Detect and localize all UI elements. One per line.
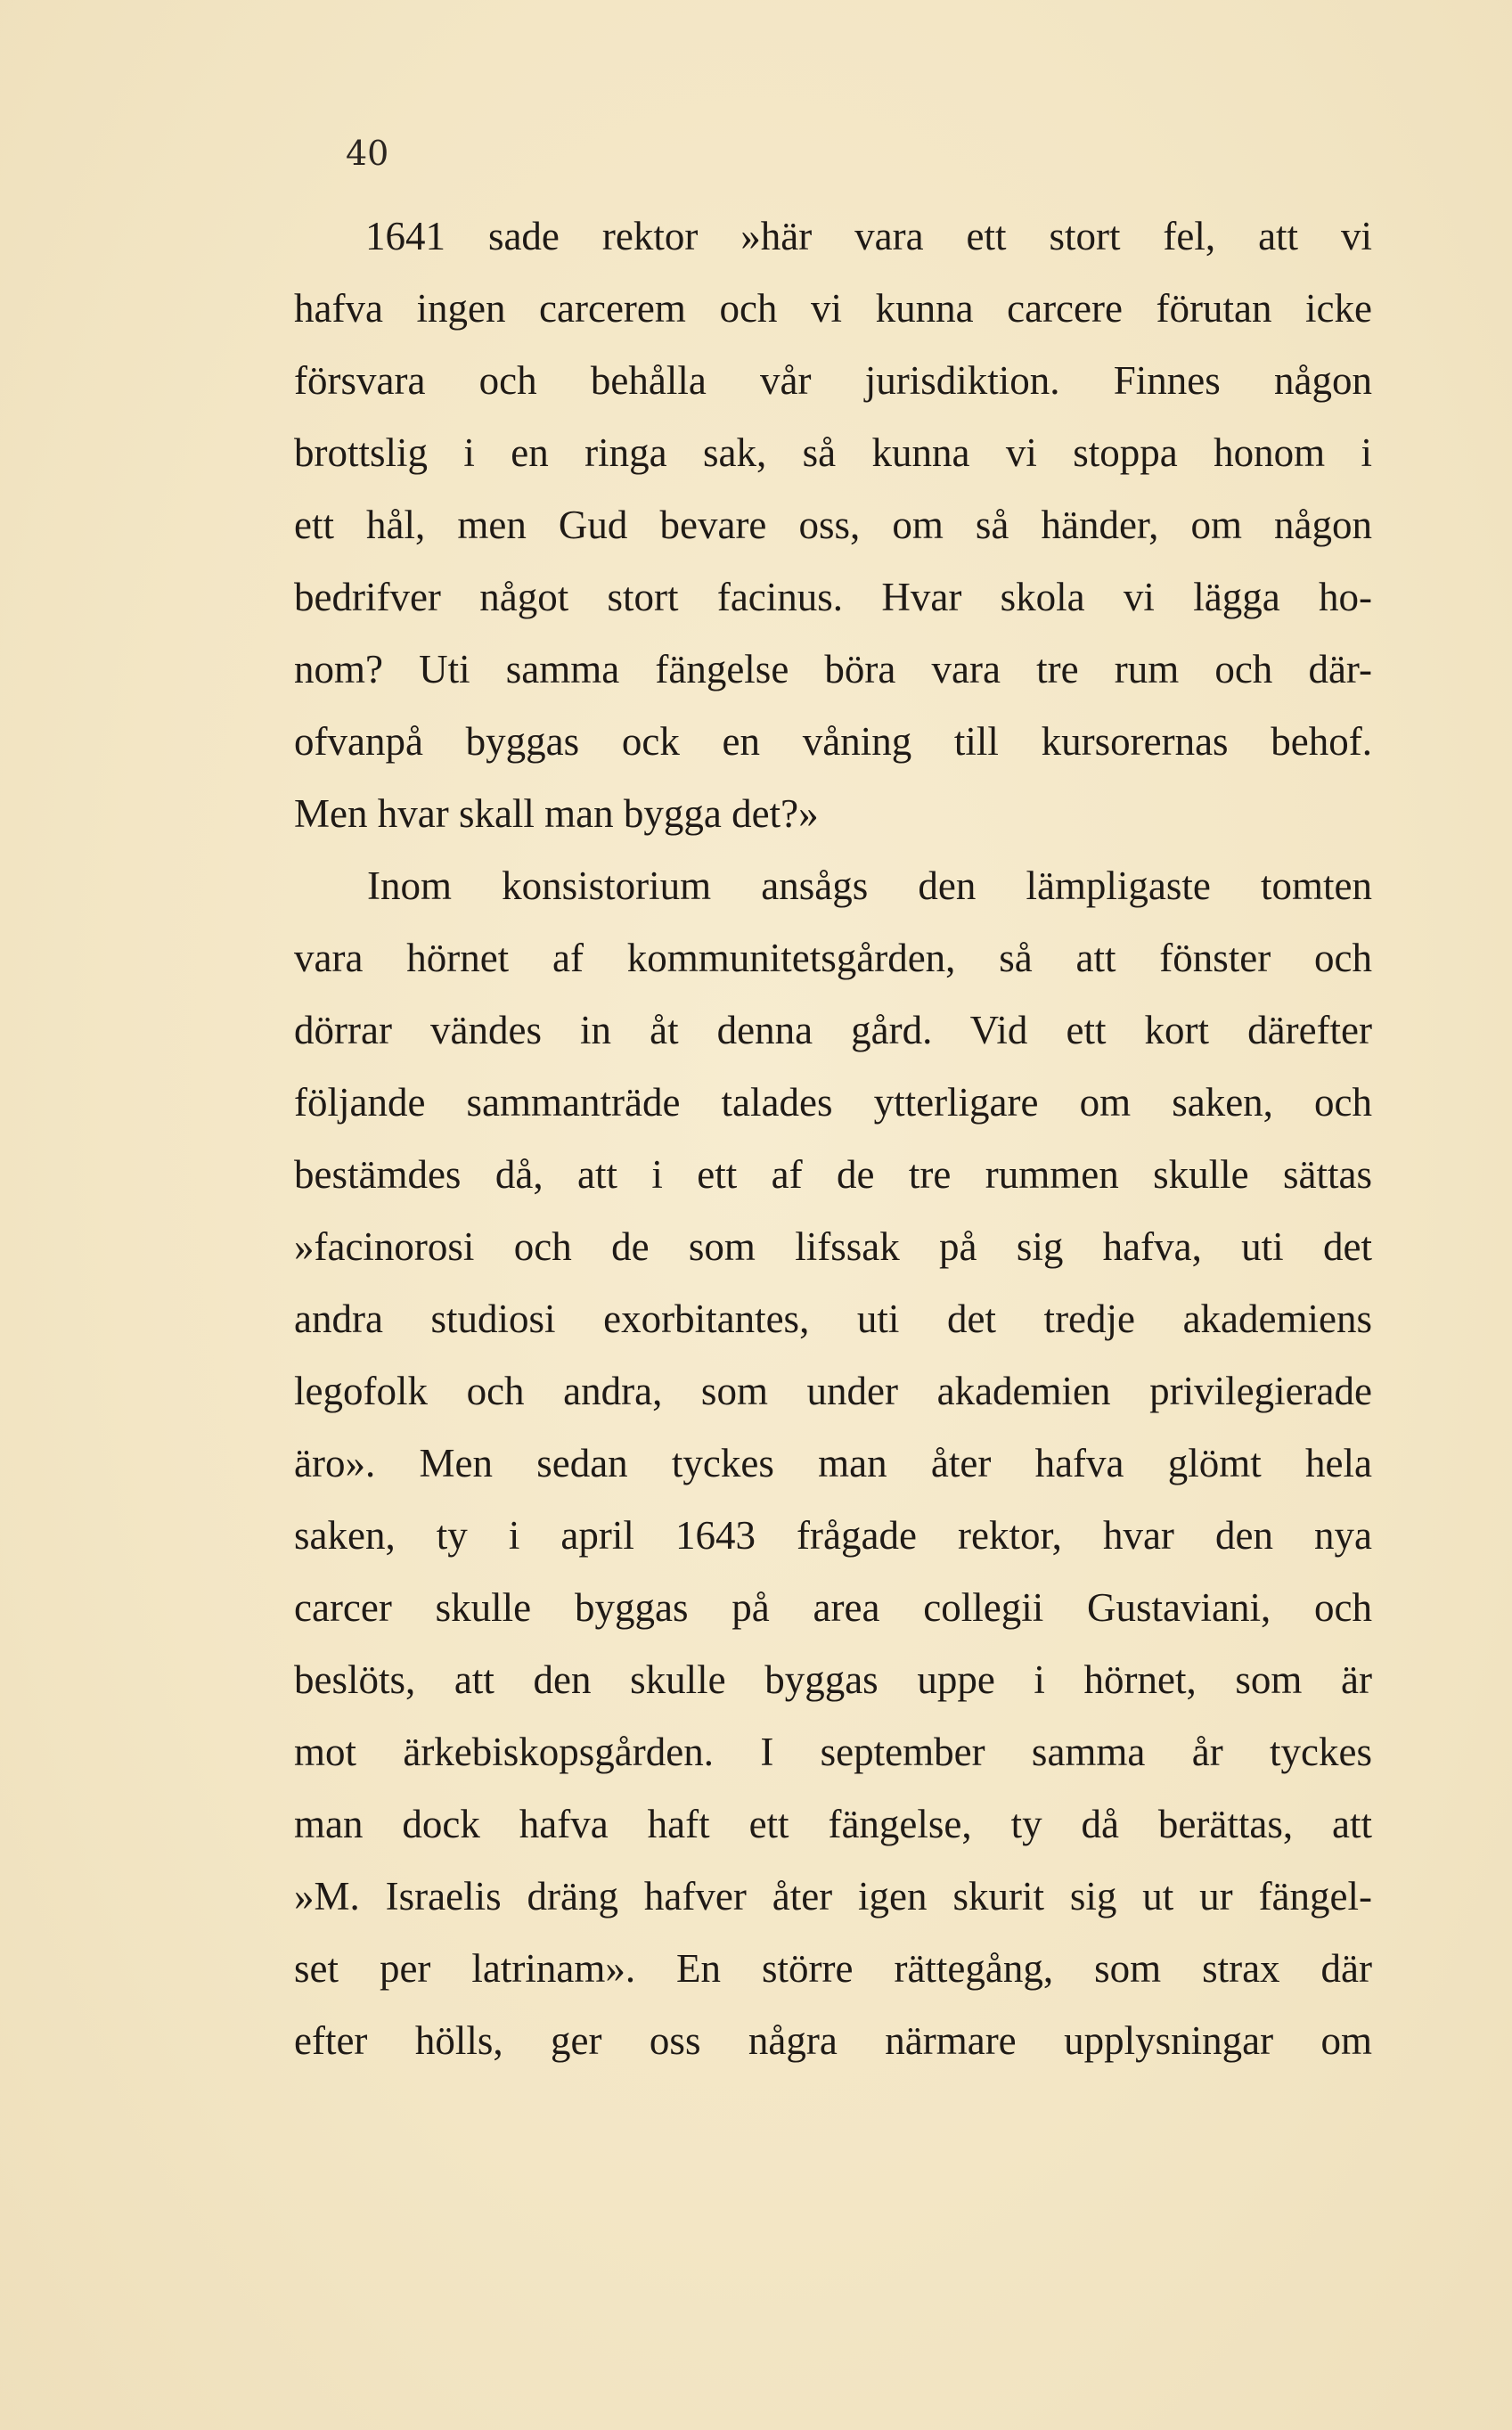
text-line: set per latrinam». En större rättegång, som strax där [294,1946,1372,1991]
text-line: nom? Uti samma fängelse böra vara tre rum och där- [294,647,1372,691]
text-line: försvara och behålla vår jurisdiktion. Finnes någon [294,358,1372,403]
text-line: Inom konsistorium ansågs den lämpligaste tomten [367,863,1372,908]
text-line: legofolk och andra, som under akademien privilegierade [294,1369,1372,1413]
body-text [294,200,1372,2077]
text-line: saken, ty i april 1643 frågade rektor, hvar den nya [294,1513,1372,1558]
text-line: ett hål, men Gud bevare oss, om så händer, om någon [294,503,1372,547]
text-line: carcer skulle byggas på area collegii Gustaviani, och [294,1585,1372,1630]
text-line: bedrifver något stort facinus. Hvar skola vi lägga ho- [294,575,1372,619]
text-line: brottslig i en ringa sak, så kunna vi stoppa honom i [294,430,1372,475]
text-line: äro». Men sedan tyckes man åter hafva glömt hela [294,1441,1372,1485]
text-line: 1641 sade rektor »här vara ett stort fel, att vi [365,214,1372,258]
text-line: bestämdes då, att i ett af de tre rummen skulle sättas [294,1152,1372,1197]
page-number: 40 [346,134,389,173]
text-line: »M. Israelis dräng hafver åter igen skurit sig ut ur fängel- [294,1874,1372,1919]
text-line: beslöts, att den skulle byggas uppe i hörnet, som är [294,1657,1372,1702]
text-line: efter hölls, ger oss några närmare upplysningar om [294,2018,1372,2063]
text-line: mot ärkebiskopsgården. I september samma år tyckes [294,1730,1372,1774]
text-line: Men hvar skall man bygga det?» [294,791,819,836]
text-line: ofvanpå byggas ock en våning till kursorernas behof. [294,719,1372,764]
text-line: andra studiosi exorbitantes, uti det tredje akademiens [294,1297,1372,1341]
text-line: »facinorosi och de som lifssak på sig hafva, uti det [294,1224,1372,1269]
text-line: följande sammanträde talades ytterligare om saken, och [294,1080,1372,1125]
text-line: hafva ingen carcerem och vi kunna carcere förutan icke [294,286,1372,331]
text-line: man dock hafva haft ett fängelse, ty då berättas, att [294,1802,1372,1846]
text-line: dörrar vändes in åt denna gård. Vid ett kort därefter [294,1008,1372,1052]
text-line: vara hörnet af kommunitetsgården, så att fönster och [294,936,1372,980]
